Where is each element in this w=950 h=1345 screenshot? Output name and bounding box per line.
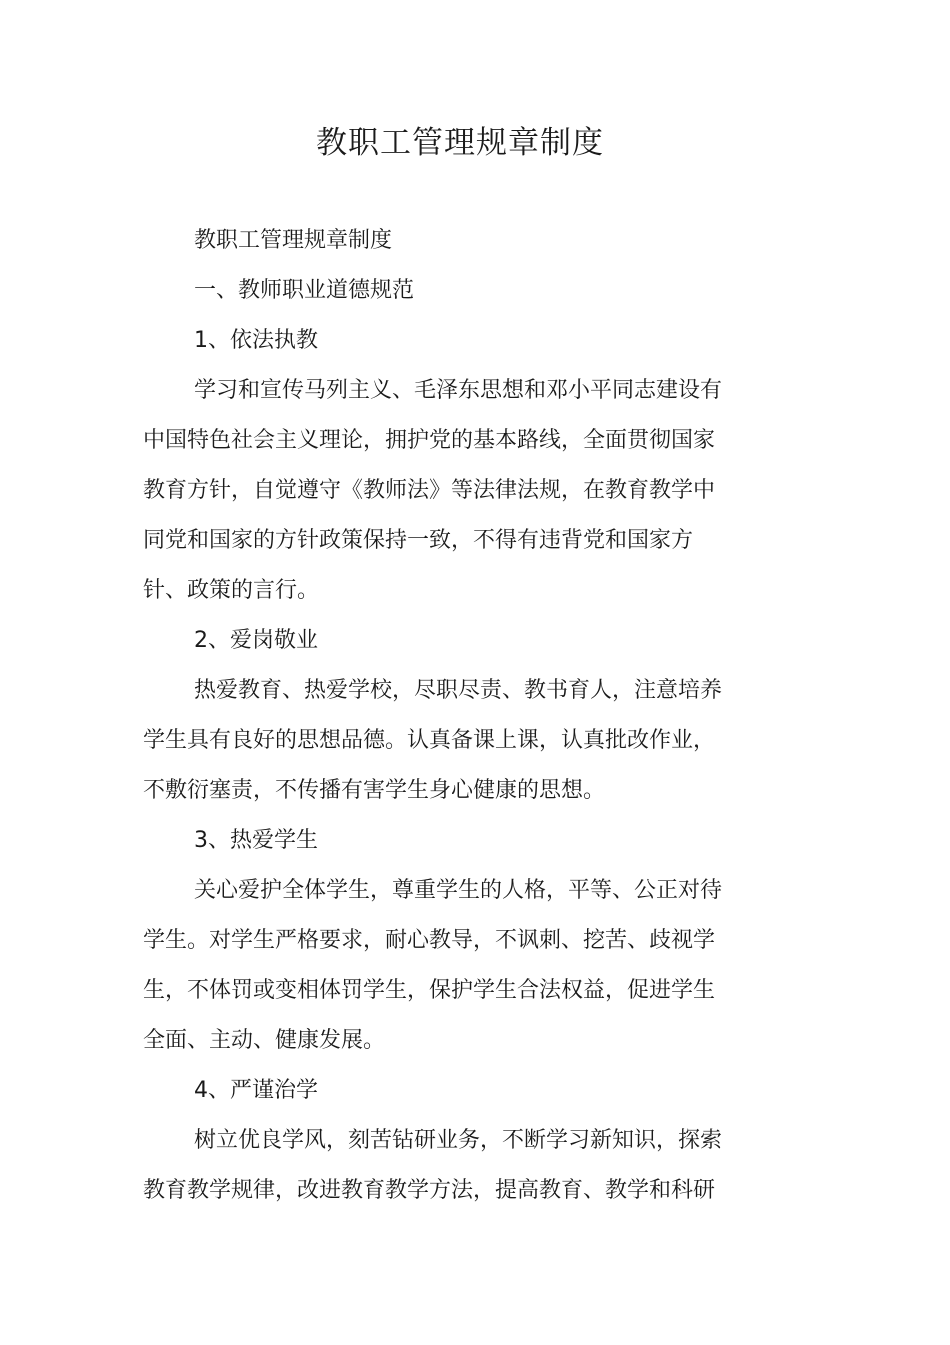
section-heading: 一、教师职业道德规范 [194,278,415,303]
document-title: 教职工管理规章制度 [316,125,604,161]
paragraph-line: 教育方针，自觉遵守《教师法》等法律法规，在教育教学中 [143,478,716,503]
paragraph-line: 热爱教育、热爱学校，尽职尽责、教书育人，注意培养 [194,678,723,703]
paragraph-line: 学习和宣传马列主义、毛泽东思想和邓小平同志建设有 [194,378,723,403]
paragraph-line: 中国特色社会主义理论，拥护党的基本路线，全面贯彻国家 [143,428,716,453]
document-body [143,216,753,1216]
paragraph-line: 关心爱护全体学生，尊重学生的人格，平等、公正对待 [194,878,723,903]
paragraph-line: 树立优良学风，刻苦钻研业务，不断学习新知识，探索 [194,1128,723,1153]
item-heading: 3、热爱学生 [194,828,318,853]
item-heading: 4、严谨治学 [194,1078,318,1103]
paragraph-line: 学生具有良好的思想品德。认真备课上课，认真批改作业， [143,728,716,753]
paragraph-line: 不敷衍塞责，不传播有害学生身心健康的思想。 [143,778,606,803]
paragraph-line: 针、政策的言行。 [143,578,320,603]
item-heading: 2、爱岗敬业 [194,628,318,653]
paragraph-line: 学生。对学生严格要求，耐心教导，不讽刺、挖苦、歧视学 [143,928,716,953]
paragraph-line: 生，不体罚或变相体罚学生，保护学生合法权益，促进学生 [143,978,716,1003]
subtitle-line: 教职工管理规章制度 [194,228,393,253]
paragraph-line: 同党和国家的方针政策保持一致，不得有违背党和国家方 [143,528,694,553]
item-heading: 1、依法执教 [194,328,318,353]
paragraph-line: 教育教学规律，改进教育教学方法，提高教育、教学和科研 [143,1178,716,1203]
paragraph-line: 全面、主动、健康发展。 [143,1028,386,1053]
